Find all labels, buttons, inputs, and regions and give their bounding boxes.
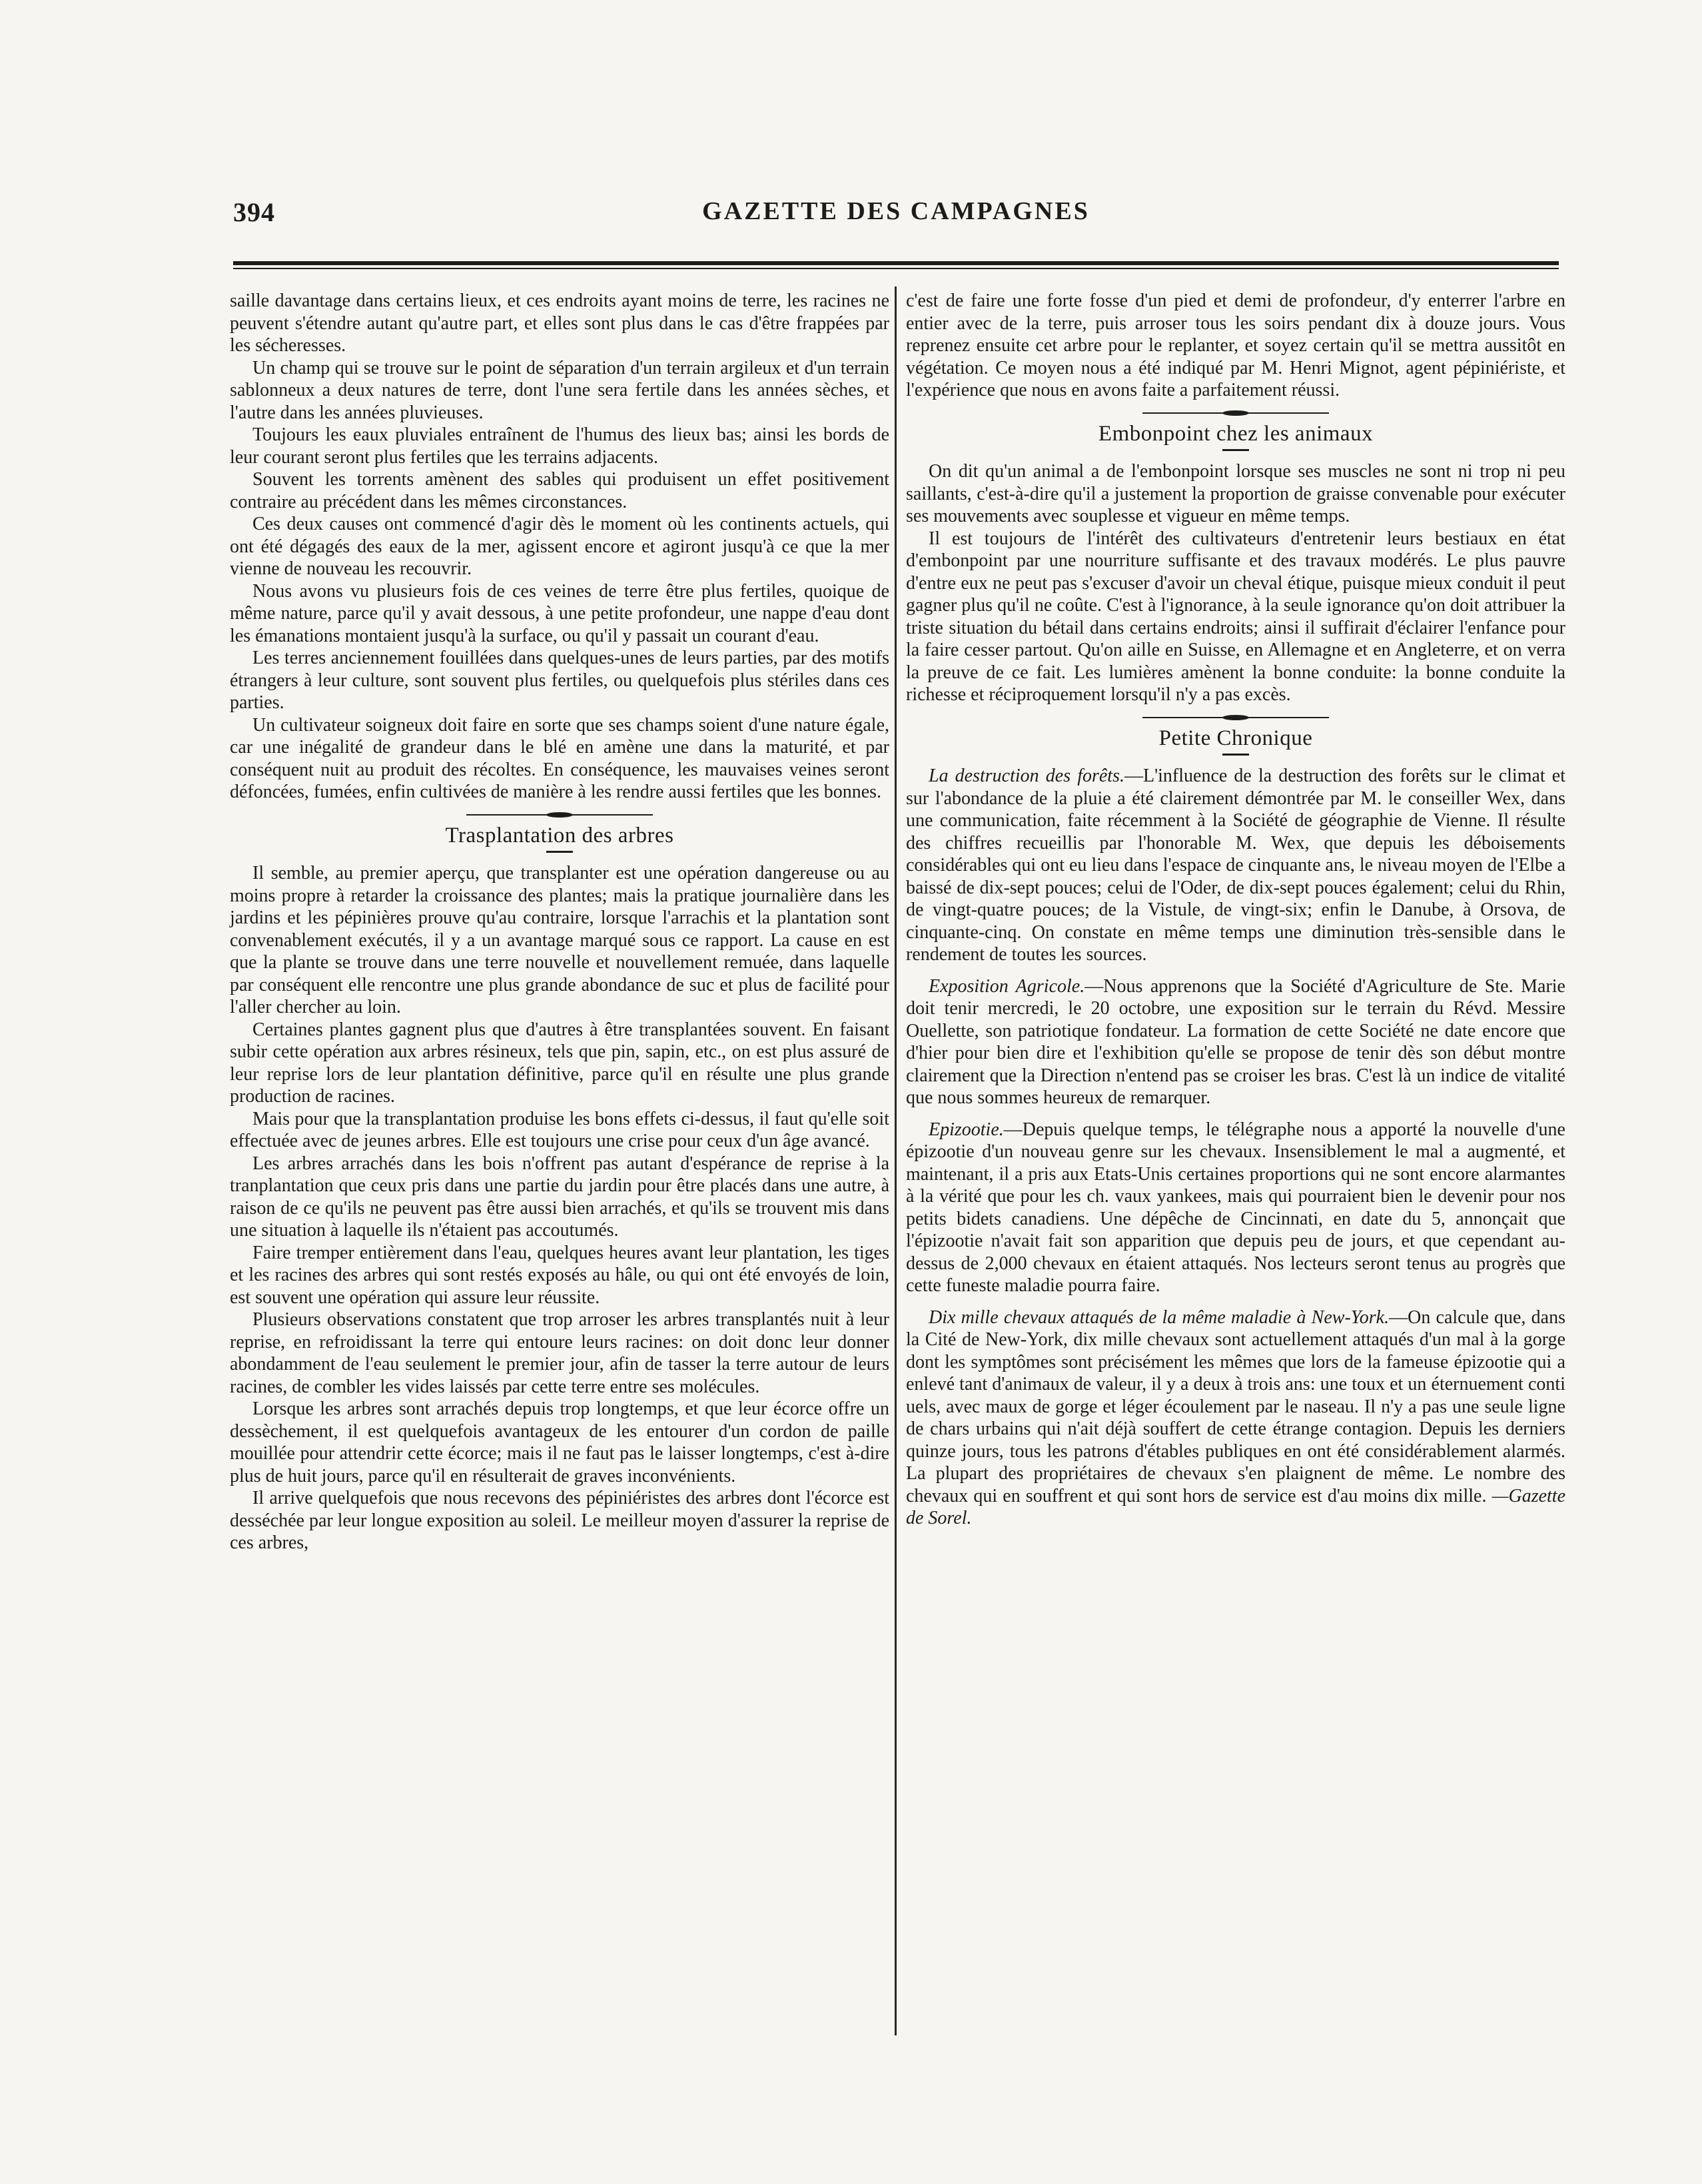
paragraph: Plusieurs observations constatent que trop arroser les arbres transplantés nuit à leur reprise, en refroidissant la terre qui entoure leurs racines: on doit donc leur donner abondamment de l'eau seulement le premier jour, afin de tasser la terre autour de leurs racines, de combler les vides laissés par cette terre entre ses molécules. [230, 1309, 889, 1397]
chronique-lead: Exposition Agricole. [929, 975, 1085, 997]
chronique-text: —Nous apprenons que la Société d'Agriculture de Ste. Marie doit tenir mercredi, le 20 octobre, une exposition sur le terrain du Révd. Messire Ouellette, son patriotique fondateur. La formation de cette Société ne date encore que d'hier pour bien dire et l'exhibition qu'elle se propose de tenir dès son début montre clairement que la Direction n'entend pas se croiser les bras. C'est là un indice de vitalité que nous sommes heureux de remarquer. [906, 975, 1565, 1108]
running-title: GAZETTE DES CAMPAGNES [702, 197, 1090, 225]
section-ornament [1142, 410, 1329, 416]
section-title-text: Petite Chronique [1158, 726, 1313, 750]
paragraph: Faire tremper entièrement dans l'eau, quelques heures avant leur plantation, les tiges et les racines des arbres qui sont restés exposés au hâle, ou qui ont été envoyés de loin, est souvent une opération qui assure leur réussite. [230, 1242, 889, 1308]
chronique-text: —Depuis quelque temps, le télégraphe nous a apporté la nouvelle d'une épizootie d'un nouveau genre sur les chevaux. Insensiblement le mal a augmenté, et maintenant, il a pris aux Etats-Unis certaines proportions qui ne sont encore alarmantes à la vérité que pour les ch. vaux yankees, mais qui pourraient bien le devenir pour nos petits bidets canadiens. Une dépêche de Cincinnati, en date du 5, annonçait que l'épizootie n'avait fait son apparition que depuis peu de jours, et que cependant au-dessus de 2,000 chevaux en étaient attaqués. Nos lecteurs seront tenus au progrès que cette funeste maladie pourra faire. [906, 1119, 1565, 1296]
section-title-text: Trasplantation des arbres [445, 823, 674, 847]
chronique-lead: La destruction des forêts. [929, 766, 1124, 786]
section-title-transplantation [230, 825, 889, 853]
spacer [906, 1297, 1565, 1307]
title-dash [546, 851, 573, 853]
title-dash [1222, 754, 1249, 756]
section-title-text: Embonpoint chez les animaux [1098, 421, 1374, 446]
chronique-source: —Gazette de Sorel. [906, 1485, 1566, 1528]
paragraph: Toujours les eaux pluviales entraînent de l'humus des lieux bas; ainsi les bords de leur courant seront plus fertiles que les terrains adjacents. [230, 424, 889, 468]
chronique-item [906, 975, 1565, 1109]
section-ornament [466, 812, 653, 818]
paragraph: Il semble, au premier aperçu, que transplanter est une opération dangereuse ou au moins propre à retarder la croissance des plantes; mais la pratique journalière dans les jardins et les pépinières prouve qu'au contraire, lorsque l'arrachis et la plantation sont convenablement exécutés, il y a un avantage marqué sous ce rapport. La cause en est que la plante se trouve dans une terre nouvelle et nouvellement remuée, dans laquelle par conséquent elle rencontre une plus grande abondance de suc et plus de facilité pour l'aller chercher au loin. [230, 863, 889, 1017]
paragraph: saille davantage dans certains lieux, et ces endroits ayant moins de terre, les racines ne peuvent s'étendre autant qu'autre part, et elles sont plus dans le cas d'être frappées par les sécheresses. [230, 290, 889, 356]
section-ornament [1142, 714, 1329, 721]
spacer [906, 966, 1565, 975]
paragraph: Les arbres arrachés dans les bois n'offrent pas autant d'espérance de reprise à la tranplantation que ceux pris dans une partie du jardin pour être placés dans une autre, à raison de ce qu'ils ne peuvent pas être aussi bien arrachés, et qu'ils se trouvent mis dans une situation à laquelle ils n'étaient pas accoutumés. [230, 1153, 889, 1241]
title-dash [1222, 449, 1249, 451]
chronique-item [906, 1307, 1565, 1530]
column-divider [895, 286, 897, 2035]
header-rule-thick [233, 261, 1559, 265]
paragraph: Un champ qui se trouve sur le point de séparation d'un terrain argileux et d'un terrain sablonneux a deux natures de terre, dont l'une sera fertile dans les années sèches, et l'autre dans les années pluvieuses. [230, 357, 889, 423]
paragraph: Mais pour que la transplantation produise les bons effets ci-dessus, il faut qu'elle soit effectuée avec de jeunes arbres. Elle est toujours une crise pour ceux d'un âge avancé. [230, 1108, 889, 1151]
section-title-embonpoint [906, 423, 1565, 452]
paragraph: Nous avons vu plusieurs fois de ces veines de terre être plus fertiles, quoique de même nature, parce qu'il y avait dessous, à une petite profondeur, une nappe d'eau dont les émanations montaient jusqu'à la surface, ou qu'il y passait un courant d'eau. [230, 580, 889, 646]
chronique-text: —L'influence de la destruction des forêts sur le climat et sur l'abondance de la pluie a été clairement démontrée par M. le conseiller Wex, dans une communication, faite récemment à la Société de géographie de Vienne. Il résulte des chiffres recueillis par l'honorable M. Wex, que depuis les déboisements considérables qui ont eu lieu dans l'espace de cinquante ans, le niveau moyen de l'Elbe a baissé de dix-sept pouces; celui de l'Oder, de dix-sept pouces également; celui du Rhin, de vingt-quatre pouces; de la Vistule, de vingt-six; enfin le Danube, à Orsova, de cinquante-cinq. On constate en même temps une diminution très-sensible dans le rendement de toutes les sources. [906, 766, 1565, 965]
paragraph: Souvent les torrents amènent des sables qui produisent un effet positivement contraire au précédent dans les mêmes circonstances. [230, 469, 889, 512]
page-number: 394 [233, 197, 275, 227]
chronique-lead: Epizootie. [929, 1119, 1004, 1140]
left-column [230, 290, 889, 1554]
page-header [233, 197, 1559, 237]
paragraph: Il est toujours de l'intérêt des cultivateurs d'entretenir leurs bestiaux en état d'embonpoint par une nourriture suffisante et des travaux modérés. Le plus pauvre d'entre eux ne peut pas s'excuser d'avoir un cheval étique, puisque mieux conduit il peut gagner plus qu'il ne coûte. C'est à l'ignorance, à la seule ignorance qu'on doit attribuer la triste situation du bétail dans certains endroits; ainsi il suffirait d'éclairer l'enfance pour la faire cesser partout. Qu'on aille en Suisse, en Allemagne et en Angleterre, et on verra la preuve de ce fait. Les lumières amènent la bonne conduite: la bonne conduite la richesse et réciproquement lorsqu'il n'y a pas excès. [906, 528, 1565, 705]
right-column [906, 290, 1565, 1530]
chronique-item [906, 1119, 1565, 1297]
paragraph: Les terres anciennement fouillées dans quelques-unes de leurs parties, par des motifs étrangers à leur culture, sont souvent plus fertiles, ou quelquefois plus stériles dans ces parties. [230, 648, 889, 713]
paragraph: c'est de faire une forte fosse d'un pied et demi de profondeur, d'y enterrer l'arbre en entier avec de la terre, puis arroser tous les soirs pendant dix à douze jours. Vous reprenez ensuite cet arbre pour le replanter, et soyez certain qu'il se mettra aussitôt en végétation. Ce moyen nous a été indiqué par M. Henri Mignot, agent pépiniériste, et l'expérience que nous en avons faite a parfaitement réussi. [906, 290, 1565, 400]
section-title-chronique [906, 728, 1565, 756]
chronique-text: —On calcule que, dans la Cité de New-York, dix mille chevaux sont actuellement attaqués d'un mal à la gorge dont les symptômes sont précisément les mêmes que lors de la fameuse épizootie qui a enlevé tant d'animaux de valeur, il y a deux à trois ans: une toux et un éternuement conti uels, avec maux de gorge et léger écoulement par le naseau. Il n'y a pas une seule ligne de chars urbains qui n'ait déjà souffert de cette étrange contagion. Depuis les derniers quinze jours, tous les patrons d'étables publiques en ont été considérablement alarmés. La plupart des propriétaires de chevaux s'en plaignent de même. Le nombre des chevaux qui en souffrent et qui sont hors de service est d'au moins dix mille. [906, 1307, 1565, 1506]
chronique-lead: Dix mille chevaux attaqués de la même maladie à New-York. [929, 1307, 1390, 1328]
chronique-item [906, 765, 1565, 966]
paragraph: Lorsque les arbres sont arrachés depuis trop longtemps, et que leur écorce offre un dessèchement, il est quelquefois avantageux de les entourer d'un cordon de paille mouillée pour attendrir cette écorce; mais il ne faut pas le laisser longtemps, c'est à-dire plus de huit jours, parce qu'il en résulterait de graves inconvénients. [230, 1398, 889, 1486]
paragraph: On dit qu'un animal a de l'embonpoint lorsque ses muscles ne sont ni trop ni peu saillants, c'est-à-dire qu'il a justement la proportion de graisse convenable pour exécuter ses mouvements avec souplesse et vigueur en même temps. [906, 461, 1565, 526]
header-rule-thin [233, 268, 1559, 269]
paragraph: Un cultivateur soigneux doit faire en sorte que ses champs soient d'une nature égale, car une inégalité de grandeur dans le blé en amène une dans la maturité, et par conséquent nuit au produit des récoltes. En conséquence, les mauvaises veines seront défoncées, fumées, enfin cultivées de manière à les rendre aussi fertiles que les bonnes. [230, 714, 889, 802]
paragraph: Certaines plantes gagnent plus que d'autres à être transplantées souvent. En faisant subir cette opération aux arbres résineux, tels que pin, sapin, etc., on est plus assuré de leur reprise lors de leur plantation définitive, parce qu'il en résulte une plus grande production de racines. [230, 1019, 889, 1107]
paragraph: Il arrive quelquefois que nous recevons des pépiniéristes des arbres dont l'écorce est desséchée par leur longue exposition au soleil. Le meilleur moyen d'assurer la reprise de ces arbres, [230, 1488, 889, 1553]
spacer [906, 1109, 1565, 1119]
paragraph: Ces deux causes ont commencé d'agir dès le moment où les continents actuels, qui ont été dégagés des eaux de la mer, agissent encore et agiront jusqu'à ce que la mer vienne de nouveau les recouvrir. [230, 514, 889, 579]
